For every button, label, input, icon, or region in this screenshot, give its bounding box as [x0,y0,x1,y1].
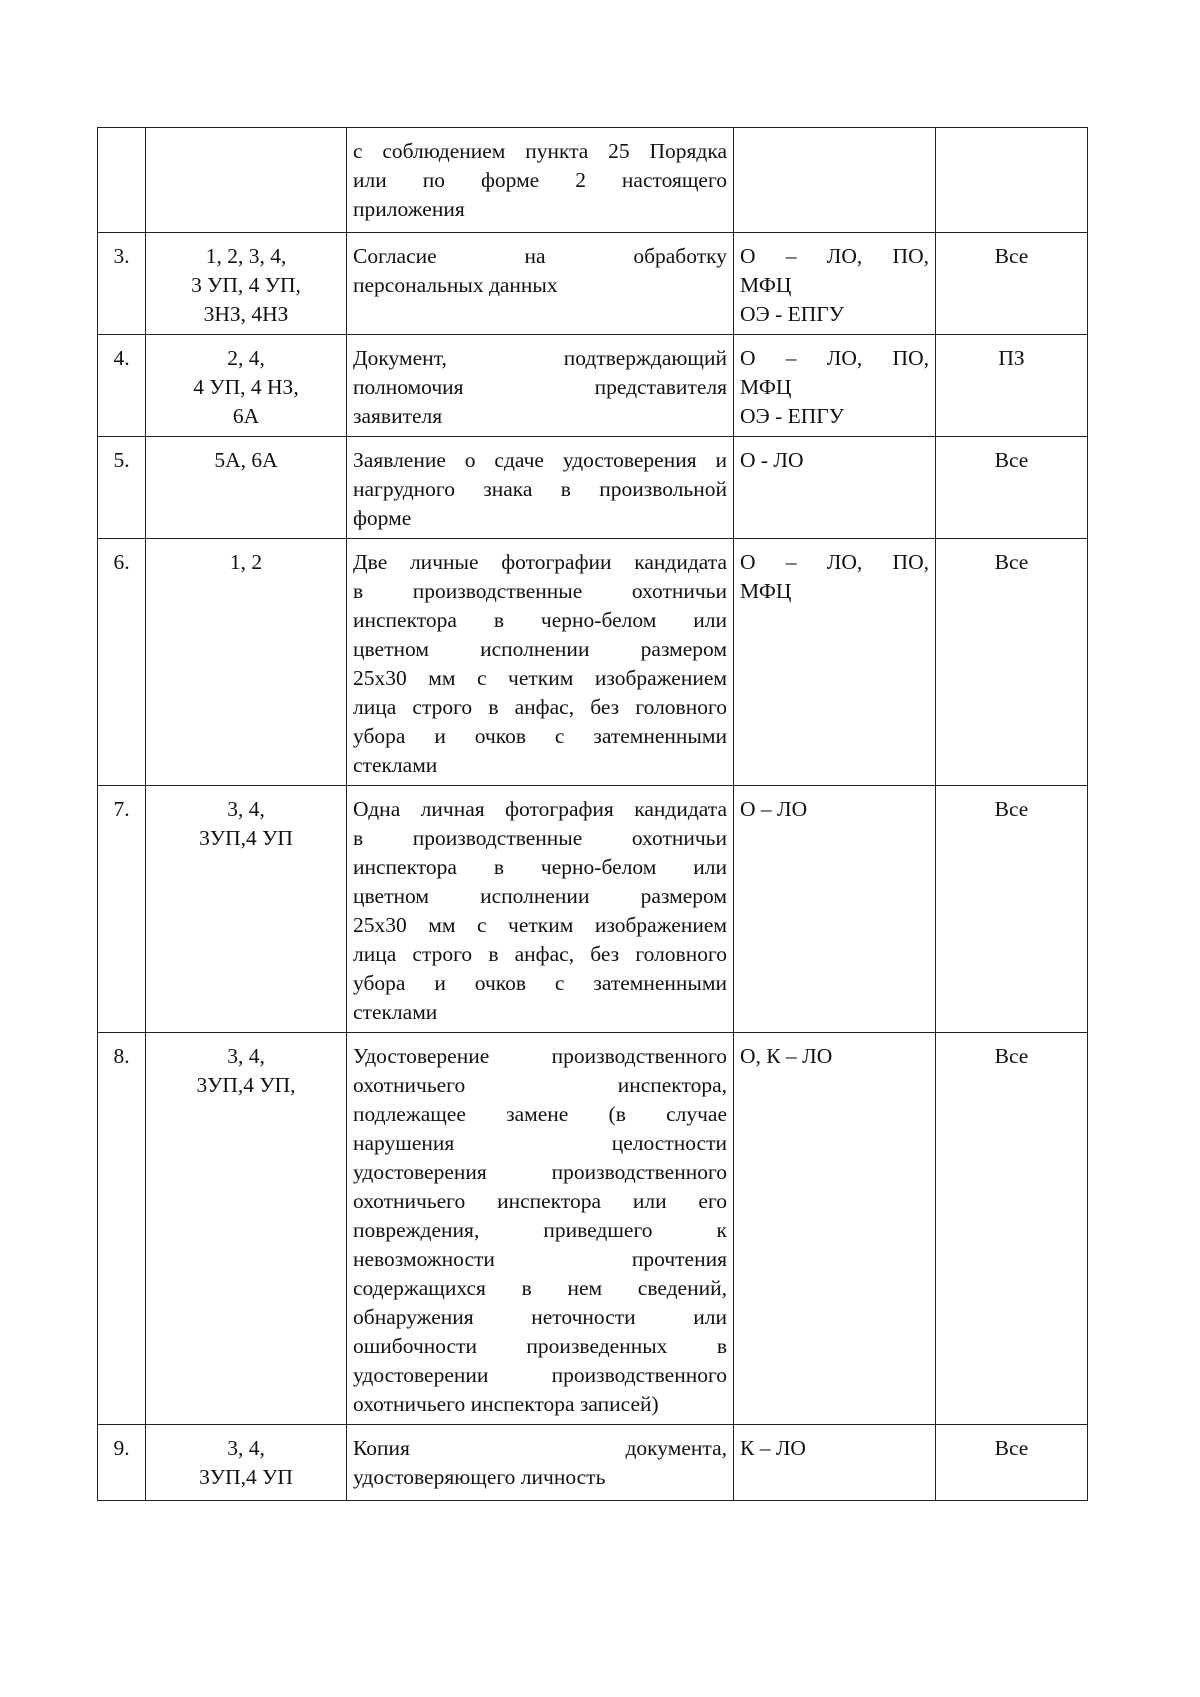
submission-method-line: ОЭ - ЕПГУ [740,302,844,326]
applicant-category-cell: Все [936,786,1088,1033]
submission-method-line: МФЦ [740,375,792,399]
document-description-line: 25х30 мм с четким изображением [353,913,727,937]
applicant-category-cell: Все [936,1033,1088,1425]
form-numbers-cell [146,335,347,437]
document-description-line: Две личные фотографии кандидата [353,550,727,574]
form-numbers-line: 6А [232,404,260,428]
document-description-line: стеклами [353,1000,438,1024]
submission-method-line: МФЦ [740,273,792,297]
document-description-line: охотничьего инспектора, [353,1073,727,1097]
submission-method-cell [734,233,936,335]
submission-method-cell [734,1033,936,1425]
submission-method-line: О – ЛО [740,797,808,821]
form-numbers-line: 3УП,4 УП [199,1465,293,1489]
table-row [98,539,1088,786]
submission-method-cell [734,128,936,233]
document-description-line: невозможности прочтения [353,1247,727,1271]
document-description-line: лица строго в анфас, без головного [353,695,727,719]
form-numbers-line: 3, 4, [227,1436,265,1460]
document-description-line: персональных данных [353,273,558,297]
form-numbers-cell [146,786,347,1033]
form-numbers-line: 3, 4, [227,1044,265,1068]
submission-method-line: О, К – ЛО [740,1044,833,1068]
document-description-line: 25х30 мм с четким изображением [353,666,727,690]
document-description-line: обнаружения неточности или [353,1305,727,1329]
document-description-cell [347,437,734,539]
table-row [98,233,1088,335]
document-description-line: Согласие на обработку [353,244,727,268]
submission-method-cell [734,1425,936,1501]
applicant-category-cell: Все [936,539,1088,786]
row-number [98,128,146,233]
row-number: 3. [98,233,146,335]
document-description-line: с соблюдением пункта 25 Порядка [353,139,727,163]
row-number: 4. [98,335,146,437]
submission-method-cell [734,437,936,539]
document-description-line: стеклами [353,753,438,777]
document-description-line: охотничьего инспектора записей) [353,1392,659,1416]
form-numbers-line: 3УП,4 УП, [196,1073,296,1097]
form-numbers-line: 3, 4, [227,797,265,821]
document-description-line: удостоверения производственного [353,1160,727,1184]
document-description-line: Удостоверение производственного [353,1044,727,1068]
row-number: 7. [98,786,146,1033]
document-description-line: инспектора в черно-белом или [353,608,727,632]
submission-method-line: ОЭ - ЕПГУ [740,404,844,428]
table-body [98,128,1088,1501]
submission-method-cell [734,786,936,1033]
table-row [98,437,1088,539]
submission-method-line: О – ЛО, ПО, [740,550,929,574]
document-description-cell [347,1033,734,1425]
form-numbers-cell [146,233,347,335]
document-description-line: инспектора в черно-белом или [353,855,727,879]
row-number: 9. [98,1425,146,1501]
document-description-cell [347,539,734,786]
form-numbers-line: 3 УП, 4 УП, [191,273,301,297]
document-description-line: Заявление о сдаче удостоверения и [353,448,727,472]
document-description-line: или по форме 2 настоящего [353,168,727,192]
document-description-line: Документ, подтверждающий [353,346,727,370]
table-row [98,786,1088,1033]
document-description-line: цветном исполнении размером [353,884,727,908]
form-numbers-cell [146,437,347,539]
document-description-line: форме [353,506,412,530]
document-description-line: убора и очков с затемненными [353,971,727,995]
document-description-line: в производственные охотничьи [353,826,727,850]
document-description-line: повреждения, приведшего к [353,1218,727,1242]
form-numbers-line: 1, 2, 3, 4, [205,244,287,268]
document-description-line: подлежащее замене (в случае [353,1102,727,1126]
document-description-line: в производственные охотничьи [353,579,727,603]
document-description-line: убора и очков с затемненными [353,724,727,748]
table-row [98,335,1088,437]
form-numbers-line: 2, 4, [227,346,265,370]
document-description-line: лица строго в анфас, без головного [353,942,727,966]
document-description-line: охотничьего инспектора или его [353,1189,727,1213]
form-numbers-line: 1, 2 [229,550,263,574]
submission-method-line: О – ЛО, ПО, [740,244,929,268]
document-description-line: ошибочности произведенных в [353,1334,727,1358]
submission-method-line: О - ЛО [740,448,804,472]
table-row [98,1425,1088,1501]
document-description-line: Одна личная фотография кандидата [353,797,727,821]
submission-method-line: МФЦ [740,579,792,603]
document-description-line: удостоверяющего личность [353,1465,606,1489]
submission-method-line: О – ЛО, ПО, [740,346,929,370]
document-description-cell [347,1425,734,1501]
form-numbers-line: 3НЗ, 4НЗ [203,302,289,326]
form-numbers-cell [146,128,347,233]
document-description-cell [347,233,734,335]
document-description-line: нарушения целостности [353,1131,727,1155]
document-description-cell [347,128,734,233]
documents-table [97,127,1088,1501]
applicant-category-cell: Все [936,437,1088,539]
form-numbers-line: 4 УП, 4 НЗ, [193,375,299,399]
form-numbers-cell [146,1033,347,1425]
form-numbers-cell [146,1425,347,1501]
table-row [98,128,1088,233]
applicant-category-cell: ПЗ [936,335,1088,437]
submission-method-line: К – ЛО [740,1436,806,1460]
submission-method-cell [734,539,936,786]
document-description-line: полномочия представителя [353,375,727,399]
applicant-category-cell [936,128,1088,233]
row-number: 6. [98,539,146,786]
applicant-category-cell: Все [936,233,1088,335]
document-description-cell [347,786,734,1033]
submission-method-cell [734,335,936,437]
row-number: 5. [98,437,146,539]
applicant-category-cell: Все [936,1425,1088,1501]
document-description-line: приложения [353,197,465,221]
document-description-line: содержащихся в нем сведений, [353,1276,727,1300]
form-numbers-line: 5А, 6А [214,448,278,472]
table-row [98,1033,1088,1425]
document-description-line: заявителя [353,404,443,428]
document-description-line: нагрудного знака в произвольной [353,477,727,501]
form-numbers-cell [146,539,347,786]
document-description-line: цветном исполнении размером [353,637,727,661]
document-description-line: Копия документа, [353,1436,727,1460]
row-number: 8. [98,1033,146,1425]
form-numbers-line: 3УП,4 УП [199,826,293,850]
document-description-line: удостоверении производственного [353,1363,727,1387]
document-description-cell [347,335,734,437]
